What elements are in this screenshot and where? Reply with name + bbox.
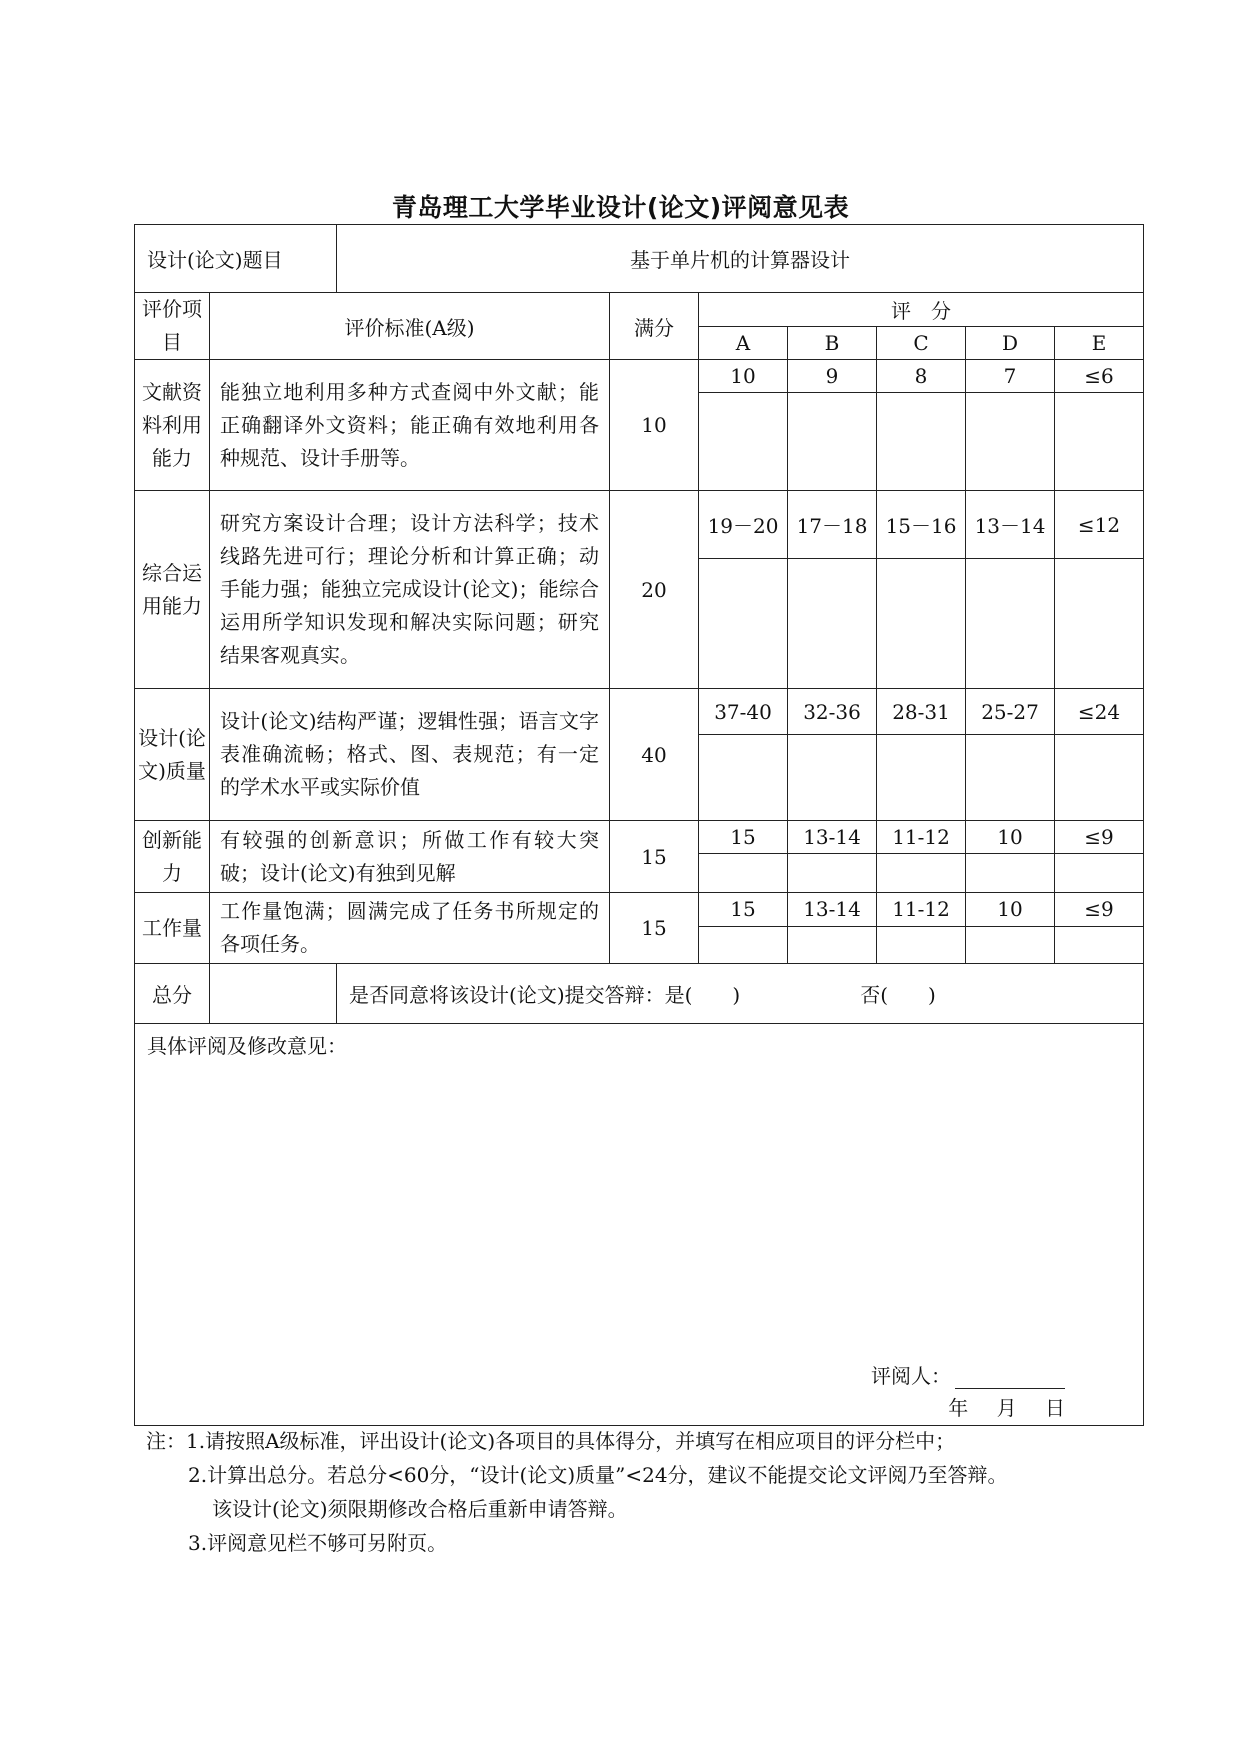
score-cell[interactable] — [877, 559, 966, 689]
score-range: 15 — [699, 893, 788, 927]
row-full: 15 — [610, 821, 699, 893]
score-cell[interactable] — [788, 559, 877, 689]
score-cell[interactable] — [877, 854, 966, 893]
score-range: 8 — [877, 360, 966, 393]
approve-no-option[interactable]: 否( ) — [860, 983, 936, 1007]
score-range: ≤9 — [1055, 821, 1144, 854]
row-full: 15 — [610, 893, 699, 964]
row-item: 设计(论文)质量 — [135, 689, 210, 821]
row-criteria: 有较强的创新意识；所做工作有较大突破；设计(论文)有独到见解 — [210, 821, 610, 893]
score-cell[interactable] — [966, 926, 1055, 963]
approve-yes-option[interactable]: 是( ) — [664, 983, 741, 1007]
score-range: ≤6 — [1055, 360, 1144, 393]
total-score-input[interactable] — [210, 964, 337, 1024]
score-cell[interactable] — [699, 559, 788, 689]
opinion-label: 具体评阅及修改意见： — [147, 1034, 347, 1058]
score-range: 10 — [966, 821, 1055, 854]
score-cell[interactable] — [966, 735, 1055, 821]
score-cell[interactable] — [1055, 854, 1144, 893]
row-item: 文献资料利用能力 — [135, 360, 210, 491]
grade-c: C — [877, 326, 966, 360]
table-row — [135, 821, 1144, 854]
defense-approval — [337, 964, 1144, 1024]
review-date: 年 月 日 — [948, 1396, 1066, 1420]
row-criteria: 研究方案设计合理；设计方法科学；技术线路先进可行；理论分析和计算正确；动手能力强；能独立完成设计(论文)；能综合运用所学知识发现和解决实际问题；研究结果客观真实。 — [210, 491, 610, 689]
score-range: 17－18 — [788, 491, 877, 559]
row-full: 10 — [610, 360, 699, 491]
score-range: 28-31 — [877, 689, 966, 735]
row-full: 40 — [610, 689, 699, 821]
score-range: ≤24 — [1055, 689, 1144, 735]
header-item: 评价项目 — [135, 293, 210, 360]
score-cell[interactable] — [788, 735, 877, 821]
score-cell[interactable] — [966, 854, 1055, 893]
reviewer-signature-line[interactable] — [955, 1366, 1065, 1389]
header-full: 满分 — [610, 293, 699, 360]
page-title: 青岛理工大学毕业设计(论文)评阅意见表 — [391, 193, 850, 222]
score-range: 11-12 — [877, 893, 966, 927]
score-cell[interactable] — [877, 926, 966, 963]
score-range: 32-36 — [788, 689, 877, 735]
note-2-continued: 该设计(论文)须限期修改合格后重新申请答辩。 — [212, 1497, 628, 1521]
score-range: 13-14 — [788, 821, 877, 854]
review-form-table — [134, 224, 1144, 1426]
score-range: 25-27 — [966, 689, 1055, 735]
topic-label: 设计(论文)题目 — [135, 225, 337, 293]
score-range: 9 — [788, 360, 877, 393]
score-range: 15－16 — [877, 491, 966, 559]
grade-a: A — [699, 326, 788, 360]
reviewer-label: 评阅人： — [871, 1364, 952, 1388]
score-range: 19－20 — [699, 491, 788, 559]
score-cell[interactable] — [1055, 393, 1144, 491]
score-range: 13-14 — [788, 893, 877, 927]
score-cell[interactable] — [1055, 559, 1144, 689]
score-range: 37-40 — [699, 689, 788, 735]
score-cell[interactable] — [699, 854, 788, 893]
score-cell[interactable] — [699, 926, 788, 963]
defense-question: 是否同意将该设计(论文)提交答辩： — [349, 983, 665, 1007]
total-label: 总分 — [135, 964, 210, 1024]
note-1: 注：1.请按照A级标准，评出设计(论文)各项目的具体得分，并填写在相应项目的评分栏中； — [146, 1429, 956, 1453]
score-range: 13－14 — [966, 491, 1055, 559]
note-2: 2.计算出总分。若总分<60分，“设计(论文)质量”<24分，建议不能提交论文评阅乃至答辩。 — [188, 1463, 1008, 1487]
note-3: 3.评阅意见栏不够可另附页。 — [188, 1531, 448, 1555]
score-cell[interactable] — [877, 393, 966, 491]
score-cell[interactable] — [966, 393, 1055, 491]
grade-d: D — [966, 326, 1055, 360]
opinion-row — [135, 1024, 1144, 1426]
topic-value[interactable]: 基于单片机的计算器设计 — [337, 225, 1144, 293]
row-item: 工作量 — [135, 893, 210, 964]
table-row — [135, 689, 1144, 735]
row-item: 综合运用能力 — [135, 491, 210, 689]
score-cell[interactable] — [788, 393, 877, 491]
score-range: ≤12 — [1055, 491, 1144, 559]
score-cell[interactable] — [788, 926, 877, 963]
score-cell[interactable] — [788, 854, 877, 893]
score-range: 10 — [966, 893, 1055, 927]
score-range: ≤9 — [1055, 893, 1144, 927]
total-row — [135, 964, 1144, 1024]
score-cell[interactable] — [1055, 926, 1144, 963]
header-score: 评 分 — [699, 293, 1144, 327]
topic-row — [135, 225, 1144, 293]
score-cell[interactable] — [699, 393, 788, 491]
row-item: 创新能力 — [135, 821, 210, 893]
notes — [146, 1424, 1008, 1560]
score-cell[interactable] — [699, 735, 788, 821]
header-row — [135, 293, 1144, 327]
score-range: 10 — [699, 360, 788, 393]
table-row — [135, 360, 1144, 393]
opinion-area[interactable] — [135, 1024, 1144, 1426]
grade-e: E — [1055, 326, 1144, 360]
reviewer-signature — [871, 1360, 1065, 1389]
grade-b: B — [788, 326, 877, 360]
row-criteria: 设计(论文)结构严谨；逻辑性强；语言文字表准确流畅；格式、图、表规范；有一定的学术水平或实际价值 — [210, 689, 610, 821]
table-row — [135, 893, 1144, 927]
score-cell[interactable] — [1055, 735, 1144, 821]
row-criteria: 能独立地利用多种方式查阅中外文献；能正确翻译外文资料；能正确有效地利用各种规范、设计手册等。 — [210, 360, 610, 491]
score-range: 7 — [966, 360, 1055, 393]
row-full: 20 — [610, 491, 699, 689]
row-criteria: 工作量饱满；圆满完成了任务书所规定的各项任务。 — [210, 893, 610, 964]
score-cell[interactable] — [877, 735, 966, 821]
score-range: 11-12 — [877, 821, 966, 854]
score-range: 15 — [699, 821, 788, 854]
score-cell[interactable] — [966, 559, 1055, 689]
header-criteria: 评价标准(A级) — [210, 293, 610, 360]
table-row — [135, 491, 1144, 559]
